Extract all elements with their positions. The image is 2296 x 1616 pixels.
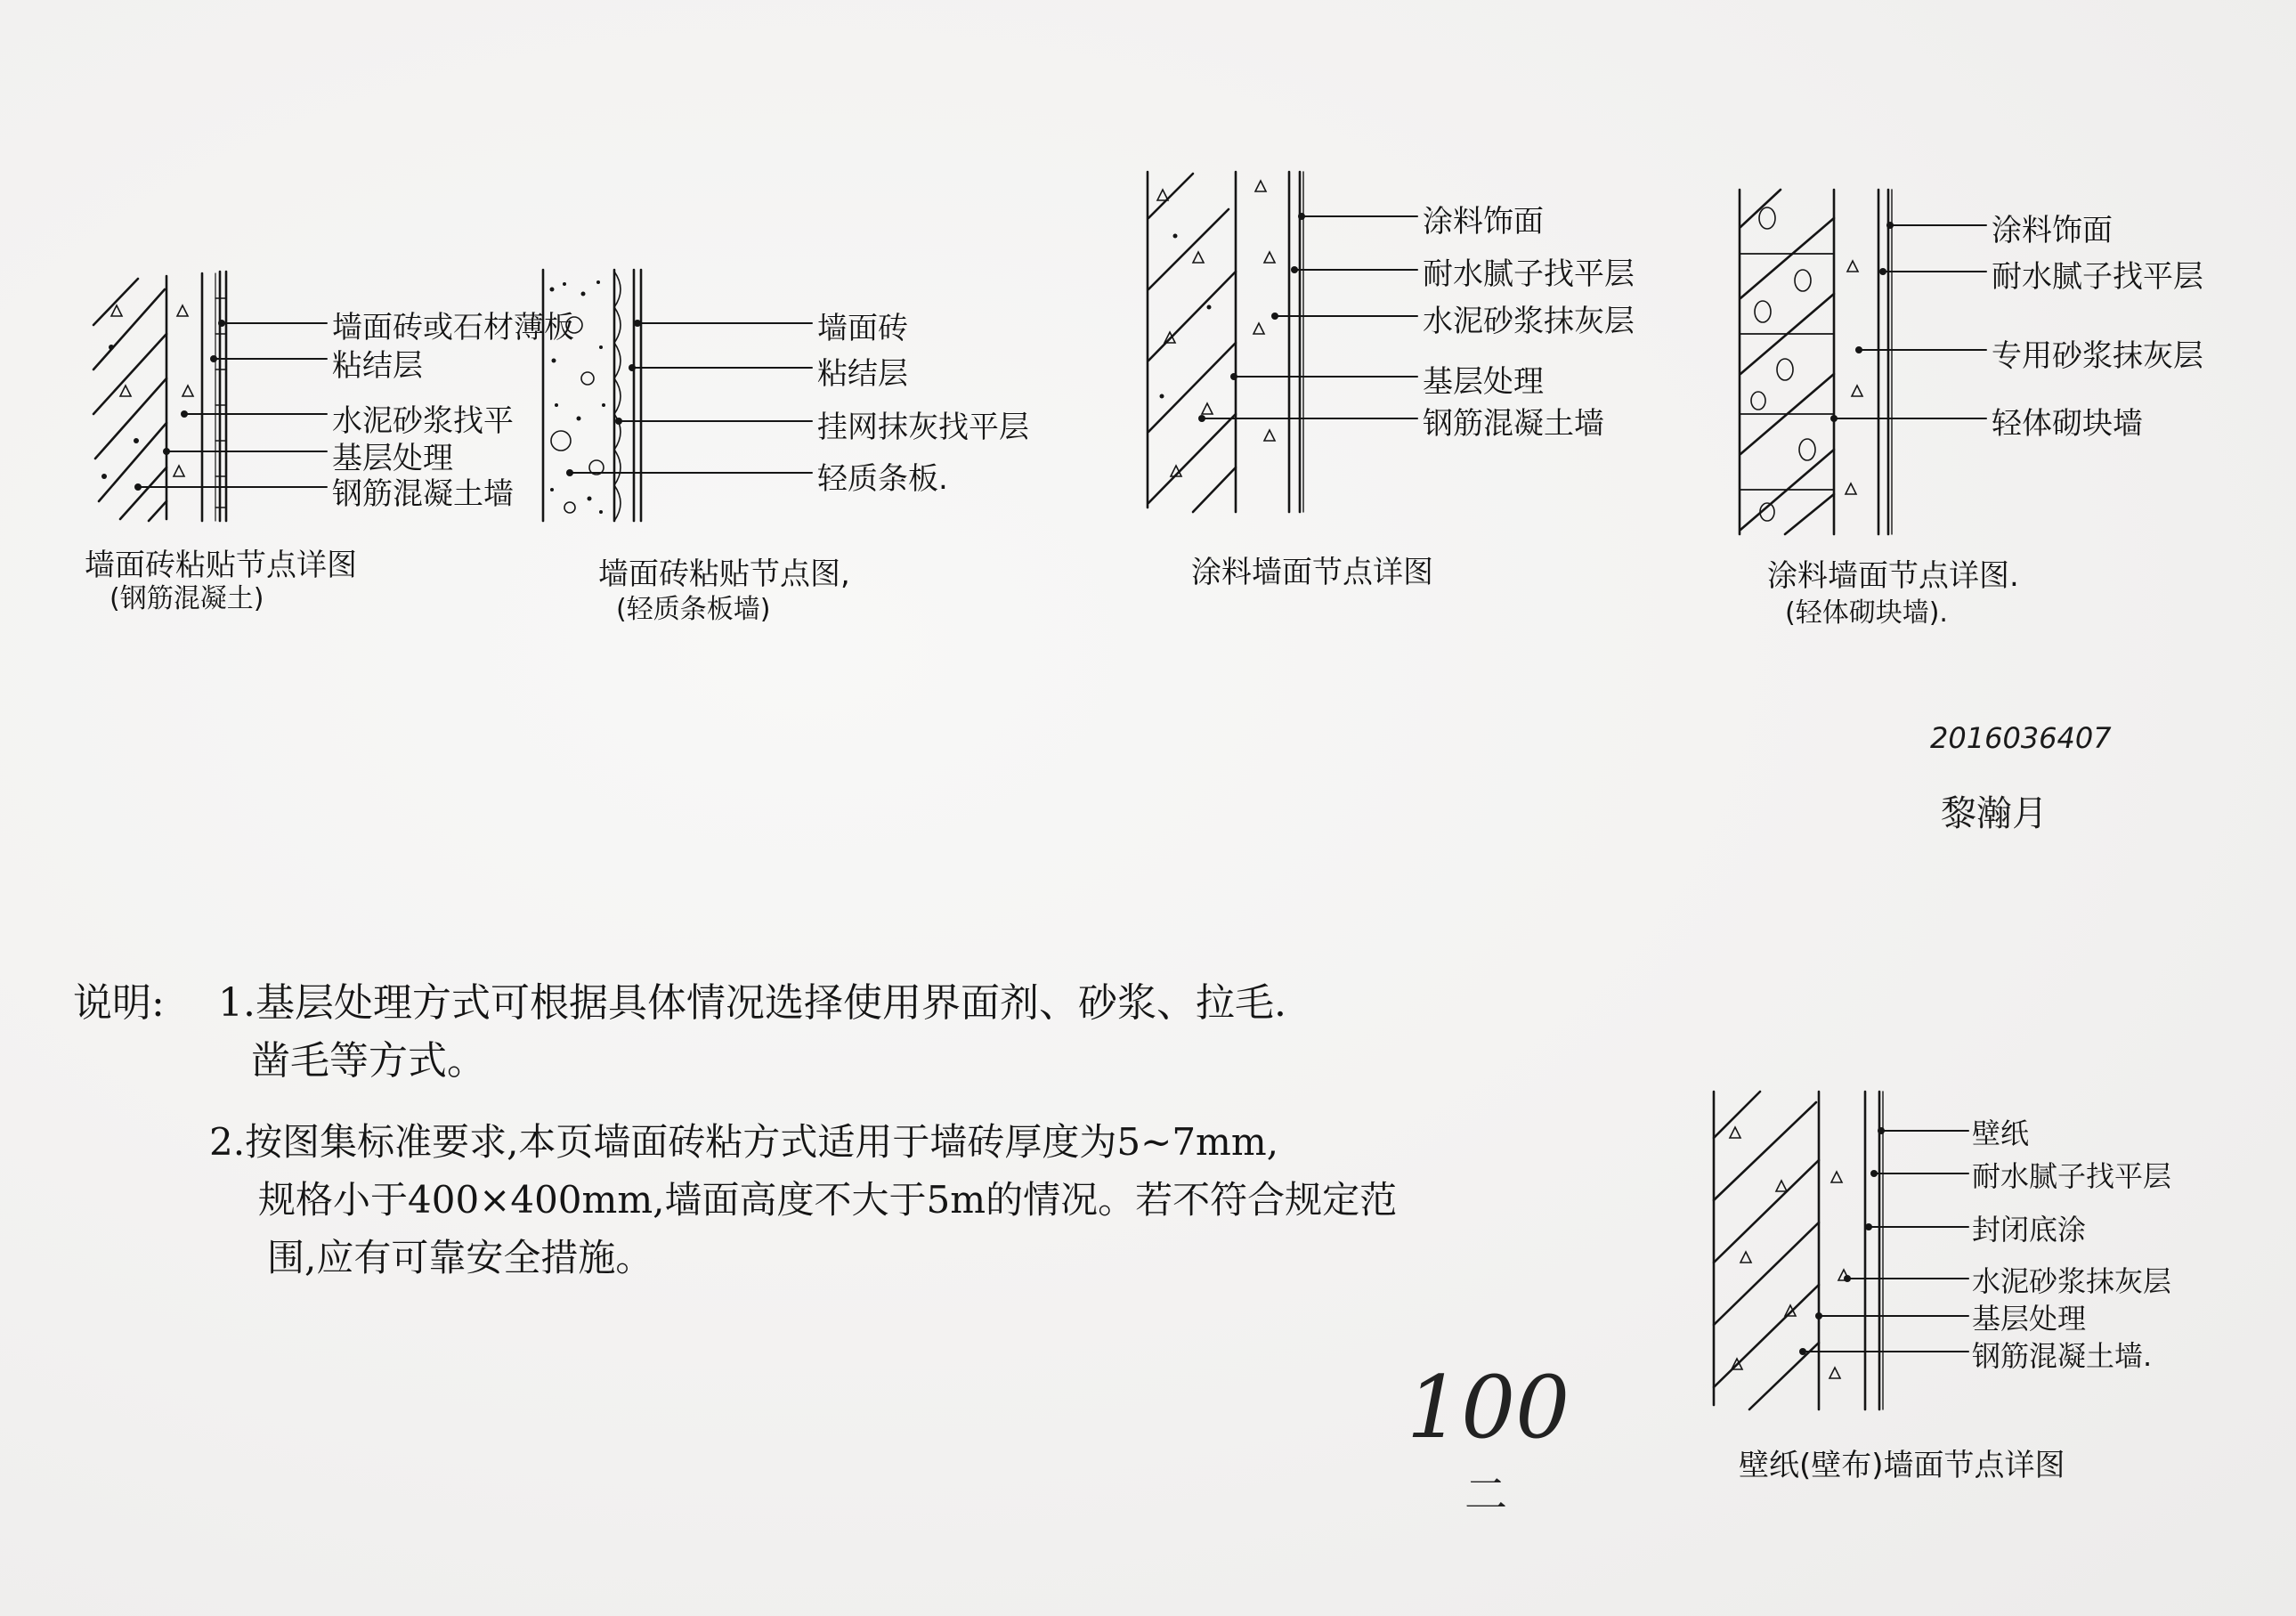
detail-paint-rc	[1140, 165, 1638, 601]
paint-rc-section-drawing	[1140, 165, 1638, 601]
label-special-mortar: 专用砂浆抹灰层	[1992, 338, 2203, 374]
label-cement-mortar-leveling: 水泥砂浆找平	[332, 403, 514, 439]
label-mortar-plaster: 水泥砂浆抹灰层	[1423, 304, 1635, 339]
label-bond-layer: 粘结层	[332, 348, 423, 384]
note-line-4: 规格小于400×400mm,墙面高度不大于5m的情况。若不符合规定范	[258, 1178, 1398, 1222]
label-base-treatment-3: 基层处理	[1423, 364, 1544, 400]
caption-paint-block-subtitle: (轻体砌块墙).	[1785, 597, 1948, 629]
label-putty-leveling-5: 耐水腻子找平层	[1972, 1159, 2172, 1193]
note-line-1: 1.基层处理方式可根据具体情况选择使用界面剂、砂浆、拉毛.	[218, 980, 1286, 1026]
label-bond-layer-2: 粘结层	[817, 356, 908, 392]
label-mortar-plaster-5: 水泥砂浆抹灰层	[1972, 1264, 2172, 1298]
caption-tile-rc-subtitle: (钢筋混凝土)	[110, 583, 264, 614]
note-line-5: 围,应有可靠安全措施。	[267, 1236, 653, 1279]
student-id: 2016036407	[1930, 721, 2112, 755]
grade-score: 100	[1407, 1358, 1570, 1458]
label-paint-finish: 涂料饰面	[1423, 204, 1544, 240]
label-tile-or-stone: 墙面砖或石材薄板	[332, 310, 574, 345]
label-sealing-primer: 封闭底涂	[1972, 1213, 2087, 1247]
caption-paint-block-title: 涂料墙面节点详图.	[1767, 558, 2019, 594]
label-putty-leveling-4: 耐水腻子找平层	[1992, 259, 2203, 295]
caption-tile-light-subtitle: (轻质条板墙)	[616, 594, 771, 625]
label-mesh-plaster: 挂网抹灰找平层	[817, 410, 1029, 445]
label-rc-wall: 钢筋混凝土墙	[332, 476, 514, 512]
label-base-treatment: 基层处理	[332, 441, 453, 476]
label-base-treatment-5: 基层处理	[1972, 1302, 2087, 1336]
detail-tile-light	[534, 263, 1033, 637]
notes-heading: 说明:	[73, 980, 165, 1026]
caption-tile-light-title: 墙面砖粘贴节点图,	[598, 556, 850, 592]
label-paint-finish-4: 涂料饰面	[1992, 213, 2113, 248]
caption-paint-rc-title: 涂料墙面节点详图	[1191, 555, 1433, 590]
label-rc-wall-5: 钢筋混凝土墙.	[1972, 1339, 2153, 1373]
label-wallpaper: 壁纸	[1972, 1117, 2030, 1150]
detail-wallpaper	[1705, 1084, 2275, 1503]
student-name: 黎瀚月	[1941, 793, 2048, 834]
caption-tile-rc-title: 墙面砖粘贴节点详图	[85, 548, 357, 583]
detail-tile-rc	[85, 263, 574, 619]
label-wall-tile: 墙面砖	[817, 311, 908, 346]
note-line-3: 2.按图集标准要求,本页墙面砖粘方式适用于墙砖厚度为5~7mm,	[209, 1120, 1279, 1164]
note-line-2: 凿毛等方式。	[251, 1038, 486, 1084]
detail-paint-block	[1732, 183, 2248, 646]
label-light-block-wall: 轻体砌块墙	[1992, 406, 2143, 442]
label-rc-wall-3: 钢筋混凝土墙	[1423, 406, 1604, 442]
grade-mark: 二	[1464, 1470, 1508, 1520]
label-putty-leveling: 耐水腻子找平层	[1423, 256, 1635, 292]
caption-wallpaper-title: 壁纸(壁布)墙面节点详图	[1739, 1448, 2065, 1483]
label-light-board: 轻质条板.	[817, 461, 948, 497]
